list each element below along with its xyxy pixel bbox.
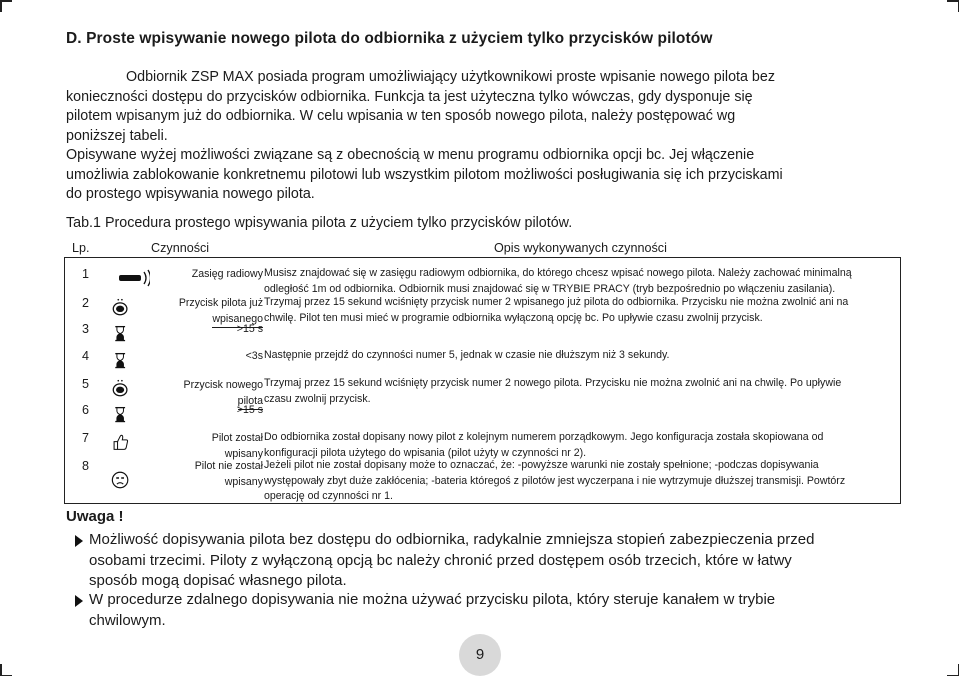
action-label: wpisany [224, 475, 263, 488]
row-number: 4 [82, 349, 90, 363]
table-header-description: Opis wykonywanych czynności [494, 241, 667, 255]
action-label: pilota [238, 394, 263, 411]
action-label: wpisanego [212, 312, 263, 329]
action-label: >15 s [236, 323, 263, 335]
row-number: 3 [82, 322, 90, 336]
action-label: <3s [245, 350, 263, 362]
intro-line: umożliwia zablokowanie konkretnemu pilotowi lub wszystkim pilotom możliwości posługiwania się ich przyciskami [66, 166, 783, 183]
intro-line: Odbiornik ZSP MAX posiada program umożliwiający użytkownikowi proste wpisanie nowego pilota bez [126, 69, 775, 85]
warning-title: Uwaga ! [66, 508, 124, 525]
bullet-line: osobami trzecimi. Piloty z wyłączoną opcją bc należy chronić przed dostępem osób trzecich, które w łatwy [89, 551, 792, 569]
description-line: konfiguracji pilota użytego do wpisania (pilot użyty w czynności nr 2). [264, 446, 587, 459]
row-number: 6 [82, 403, 90, 417]
table-header-lp: Lp. [72, 241, 90, 255]
intro-line: konieczności dostępu do przycisków odbiornika. Funkcja ta jest użyteczna tylko wówczas, gdy dysponuje się [66, 88, 753, 105]
intro-line: poniższej tabeli. [66, 127, 168, 144]
intro-line: Opisywane wyżej możliwości związane są z obecnością w menu programu odbiornika opcji bc. Jej włączenie [66, 147, 755, 163]
bullet-line: sposób mogą dopisać własnego pilota. [89, 572, 347, 589]
action-label: Zasięg radiowy [191, 268, 263, 280]
description-line: operację od czynności nr 1. [264, 490, 393, 502]
warning-bullet [72, 530, 892, 592]
description-line: Musisz znajdować się w zasięgu radiowym odbiornika, do którego chcesz wpisać nowego pilota. Należy zachować minimalną [264, 267, 852, 279]
bullet-line: Możliwość dopisywania pilota bez dostępu do odbiornika, radykalnie zmniejsza stopień zabezpieczenia przed [89, 531, 815, 548]
description-line: czasu zwolnij przycisk. [264, 392, 371, 405]
action-label: >15 s [236, 404, 263, 416]
row-number: 7 [82, 431, 90, 445]
intro-line: pilotem wpisanym już do odbiornika. W celu wpisania w ten sposób nowego pilota, należy postępować wg [66, 108, 736, 124]
action-label: Przycisk nowego [183, 379, 263, 391]
row-number: 2 [82, 296, 90, 310]
bullet-line: W procedurze zdalnego dopisywania nie można używać przycisku pilota, który steruje kanałem w trybie [89, 591, 776, 608]
page-number: 9 [459, 634, 501, 676]
action-label: Pilot nie został [194, 460, 263, 472]
description-line: występowały zbyt duże zakłócenia; -bateria któregoś z pilotów jest wyczerpana i nie wytrzymuje dłuższej transmisji. Powtórz [264, 474, 846, 487]
row-number: 1 [82, 267, 90, 281]
crop-mark [0, 0, 2, 12]
description-line: Do odbiornika został dopisany nowy pilot z kolejnym numerem porządkowym. Jego konfiguracja została skopiowana od [264, 431, 824, 443]
crop-mark [947, 0, 959, 2]
section-heading: D. Proste wpisywanie nowego pilota do odbiornika z użyciem tylko przycisków pilotów [66, 30, 713, 47]
description-line: Trzymaj przez 15 sekund wciśnięty przycisk numer 2 wpisanego już pilota do odbiornika. Przycisku nie można zwolnić ani na [264, 296, 849, 308]
action-label: Pilot został [211, 432, 263, 444]
table-caption: Tab.1 Procedura prostego wpisywania pilota z użyciem tylko przycisków pilotów. [66, 215, 573, 231]
row-number: 5 [82, 377, 90, 391]
warning-bullet [72, 590, 892, 631]
procedure-table [64, 257, 901, 504]
description-line: Następnie przejdź do czynności numer 5, jednak w czasie nie dłuższym niż 3 sekundy. [264, 349, 670, 361]
description-line: Trzymaj przez 15 sekund wciśnięty przycisk numer 2 nowego pilota. Przycisku nie można zwolnić ani na chwilę. Po upływie [264, 377, 842, 389]
intro-line: do prostego wpisywania nowego pilota. [66, 186, 315, 202]
description-line: chwilę. Pilot ten musi mieć w programie odbiornika wyłączoną opcję bc. Po upływie czasu zwolnij przycisk. [264, 311, 763, 324]
description-line: Jeżeli pilot nie został dopisany może to oznaczać, że: -powyższe warunki nie zostały spełnione; -podczas dopisywania [264, 459, 819, 471]
bullet-arrow-icon [75, 535, 83, 547]
bullet-line: chwilowym. [89, 611, 166, 629]
action-label: Przycisk pilota już [178, 297, 263, 309]
crop-mark [0, 0, 12, 2]
action-label: wpisany [224, 447, 263, 460]
description-line: odległość 1m od odbiornika. Odbiornik musi znajdować się w TRYBIE PRACY (tryb bezpośrednio po włączeniu zasilania). [264, 282, 836, 295]
bullet-arrow-icon [75, 595, 83, 607]
table-header-action: Czynności [151, 241, 210, 255]
row-number: 8 [82, 459, 90, 473]
